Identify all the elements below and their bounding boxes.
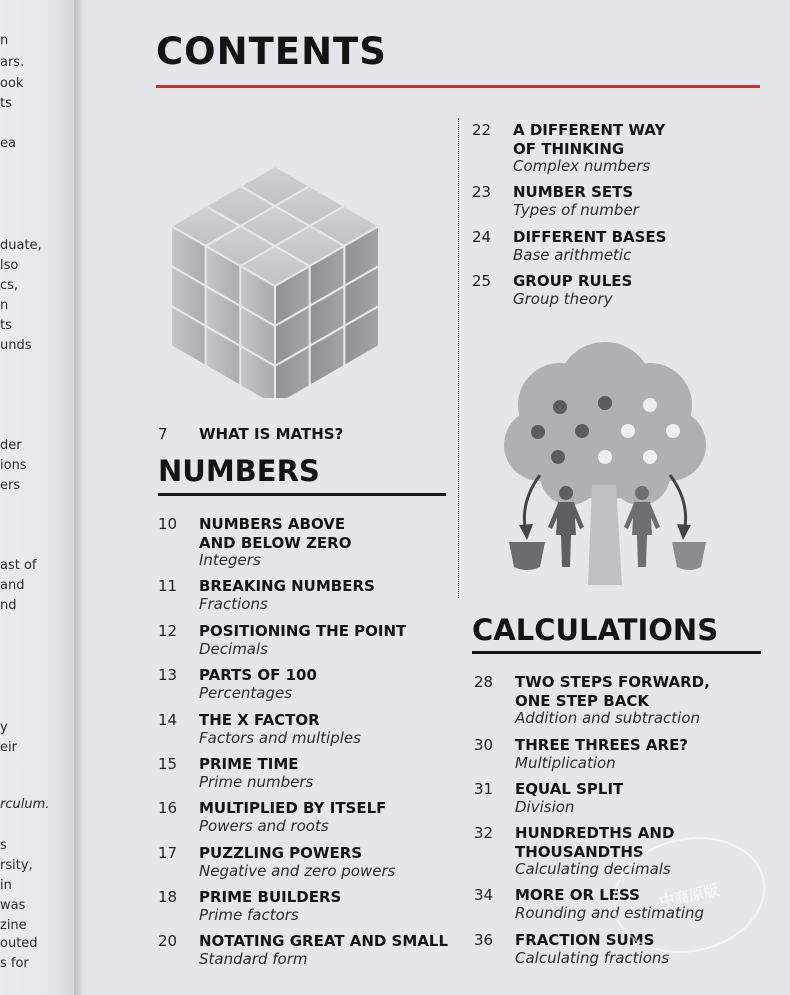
prev-page-text: and	[0, 578, 25, 593]
entry-page-number: 24	[472, 228, 492, 246]
entry-page-number: 7	[158, 425, 168, 443]
prev-page-text: ea	[0, 136, 16, 151]
entry-subtitle: Negative and zero powers	[199, 862, 396, 880]
prev-page-text: s	[0, 838, 7, 853]
entry-subtitle: Addition and subtraction	[515, 709, 701, 727]
entry-subtitle: Powers and roots	[199, 817, 329, 835]
entry-title[interactable]: BREAKING NUMBERS	[199, 577, 375, 595]
entry-subtitle: Prime factors	[199, 906, 299, 924]
entry-title[interactable]: THE X FACTOR	[199, 711, 320, 729]
prev-page-text: n	[0, 33, 9, 48]
entry-page-number: 28	[474, 673, 494, 691]
entry-page-number: 18	[158, 888, 178, 906]
prev-page-text: rculum.	[0, 797, 50, 812]
bowl-right	[672, 542, 706, 570]
section-divider	[472, 651, 761, 654]
entry-title[interactable]: NUMBER SETS	[513, 183, 634, 201]
prev-page-text: ers	[0, 478, 21, 493]
prev-page-text: ars.	[0, 55, 25, 70]
entry-page-number: 25	[472, 272, 492, 290]
entry-page-number: 20	[158, 932, 178, 950]
entry-title[interactable]: PRIME TIME	[199, 755, 299, 773]
arrow-left-head	[519, 524, 533, 540]
entry-page-number: 14	[158, 711, 178, 729]
section-heading-numbers: NUMBERS	[158, 454, 320, 488]
entry-subtitle: Fractions	[199, 595, 268, 613]
entry-title[interactable]: NUMBERS ABOVE AND BELOW ZERO	[199, 515, 352, 552]
entry-subtitle: Calculating decimals	[515, 860, 671, 878]
prev-page-text: unds	[0, 338, 32, 353]
entry-page-number: 17	[158, 844, 178, 862]
section-heading-calculations: CALCULATIONS	[472, 613, 719, 647]
entry-subtitle: Prime numbers	[199, 773, 314, 791]
column-separator	[458, 118, 459, 598]
prev-page-text: ts	[0, 318, 12, 333]
entry-page-number: 34	[474, 886, 494, 904]
watermark-text: 中商原版	[657, 880, 721, 911]
entry-title[interactable]: PARTS OF 100	[199, 666, 317, 684]
prev-page-text: y	[0, 720, 8, 735]
entry-page-number: 13	[158, 666, 178, 684]
entry-page-number: 30	[474, 736, 494, 754]
entry-title[interactable]: GROUP RULES	[513, 272, 633, 290]
prev-page-text: s for	[0, 956, 29, 971]
entry-title[interactable]: WHAT IS MATHS?	[199, 425, 344, 443]
prev-page-text: outed	[0, 936, 38, 951]
entry-page-number: 36	[474, 931, 494, 949]
entry-subtitle: Base arithmetic	[513, 246, 632, 264]
entry-title[interactable]: PRIME BUILDERS	[199, 888, 342, 906]
entry-subtitle: Division	[515, 798, 575, 816]
prev-page-text: lso	[0, 258, 19, 273]
entry-page-number: 10	[158, 515, 178, 533]
entry-title[interactable]: MULTIPLIED BY ITSELF	[199, 799, 387, 817]
arrow-right-head	[677, 524, 691, 540]
entry-subtitle: Complex numbers	[513, 157, 651, 175]
entry-title[interactable]: EQUAL SPLIT	[515, 780, 624, 798]
prev-page-text: der	[0, 438, 22, 453]
prev-page-text: ook	[0, 76, 24, 91]
entry-title[interactable]: PUZZLING POWERS	[199, 844, 363, 862]
prev-page-text: rsity,	[0, 858, 33, 873]
entry-title[interactable]: FRACTION SUMS	[515, 931, 655, 949]
entry-title[interactable]: DIFFERENT BASES	[513, 228, 667, 246]
entry-title[interactable]: A DIFFERENT WAY OF THINKING	[513, 121, 666, 158]
prev-page-text: duate,	[0, 238, 42, 253]
prev-page-text: eir	[0, 740, 17, 755]
entry-title[interactable]: TWO STEPS FORWARD, ONE STEP BACK	[515, 673, 710, 710]
tree-canopy	[504, 342, 706, 505]
entry-subtitle: Factors and multiples	[199, 729, 361, 747]
prev-page-text: ts	[0, 96, 12, 111]
entry-page-number: 11	[158, 577, 178, 595]
prev-page-text: cs,	[0, 278, 19, 293]
entry-page-number: 23	[472, 183, 492, 201]
previous-page-edge	[0, 0, 78, 995]
prev-page-text: ions	[0, 458, 27, 473]
entry-subtitle: Group theory	[513, 290, 613, 308]
cube-illustration	[150, 118, 400, 398]
section-divider	[158, 493, 446, 496]
entry-title[interactable]: THREE THREES ARE?	[515, 736, 689, 754]
entry-page-number: 31	[474, 780, 494, 798]
entry-title[interactable]: NOTATING GREAT AND SMALL	[199, 932, 449, 950]
prev-page-text: n	[0, 298, 9, 313]
entry-subtitle: Types of number	[513, 201, 639, 219]
title-divider	[156, 85, 760, 88]
entry-subtitle: Multiplication	[515, 754, 616, 772]
prev-page-text: zine	[0, 918, 27, 933]
entry-title[interactable]: HUNDREDTHS AND THOUSANDTHS	[515, 824, 675, 861]
tree-illustration	[500, 335, 710, 595]
entry-page-number: 16	[158, 799, 178, 817]
prev-page-text: nd	[0, 598, 17, 613]
prev-page-text: in	[0, 878, 12, 893]
entry-subtitle: Rounding and estimating	[515, 904, 705, 922]
entry-subtitle: Integers	[199, 551, 261, 569]
entry-subtitle: Calculating fractions	[515, 949, 670, 967]
entry-page-number: 15	[158, 755, 178, 773]
entry-subtitle: Decimals	[199, 640, 268, 658]
entry-subtitle: Percentages	[199, 684, 293, 702]
prev-page-text: was	[0, 898, 26, 913]
entry-page-number: 32	[474, 824, 494, 842]
entry-page-number: 12	[158, 622, 178, 640]
bowl-left	[509, 542, 545, 570]
entry-title[interactable]: POSITIONING THE POINT	[199, 622, 407, 640]
tree-trunk	[588, 485, 622, 585]
prev-page-text: ast of	[0, 558, 37, 573]
entry-title[interactable]: MORE OR LESS	[515, 886, 640, 904]
entry-page-number: 22	[472, 121, 492, 139]
page-title: CONTENTS	[156, 30, 387, 73]
entry-subtitle: Standard form	[199, 950, 308, 968]
